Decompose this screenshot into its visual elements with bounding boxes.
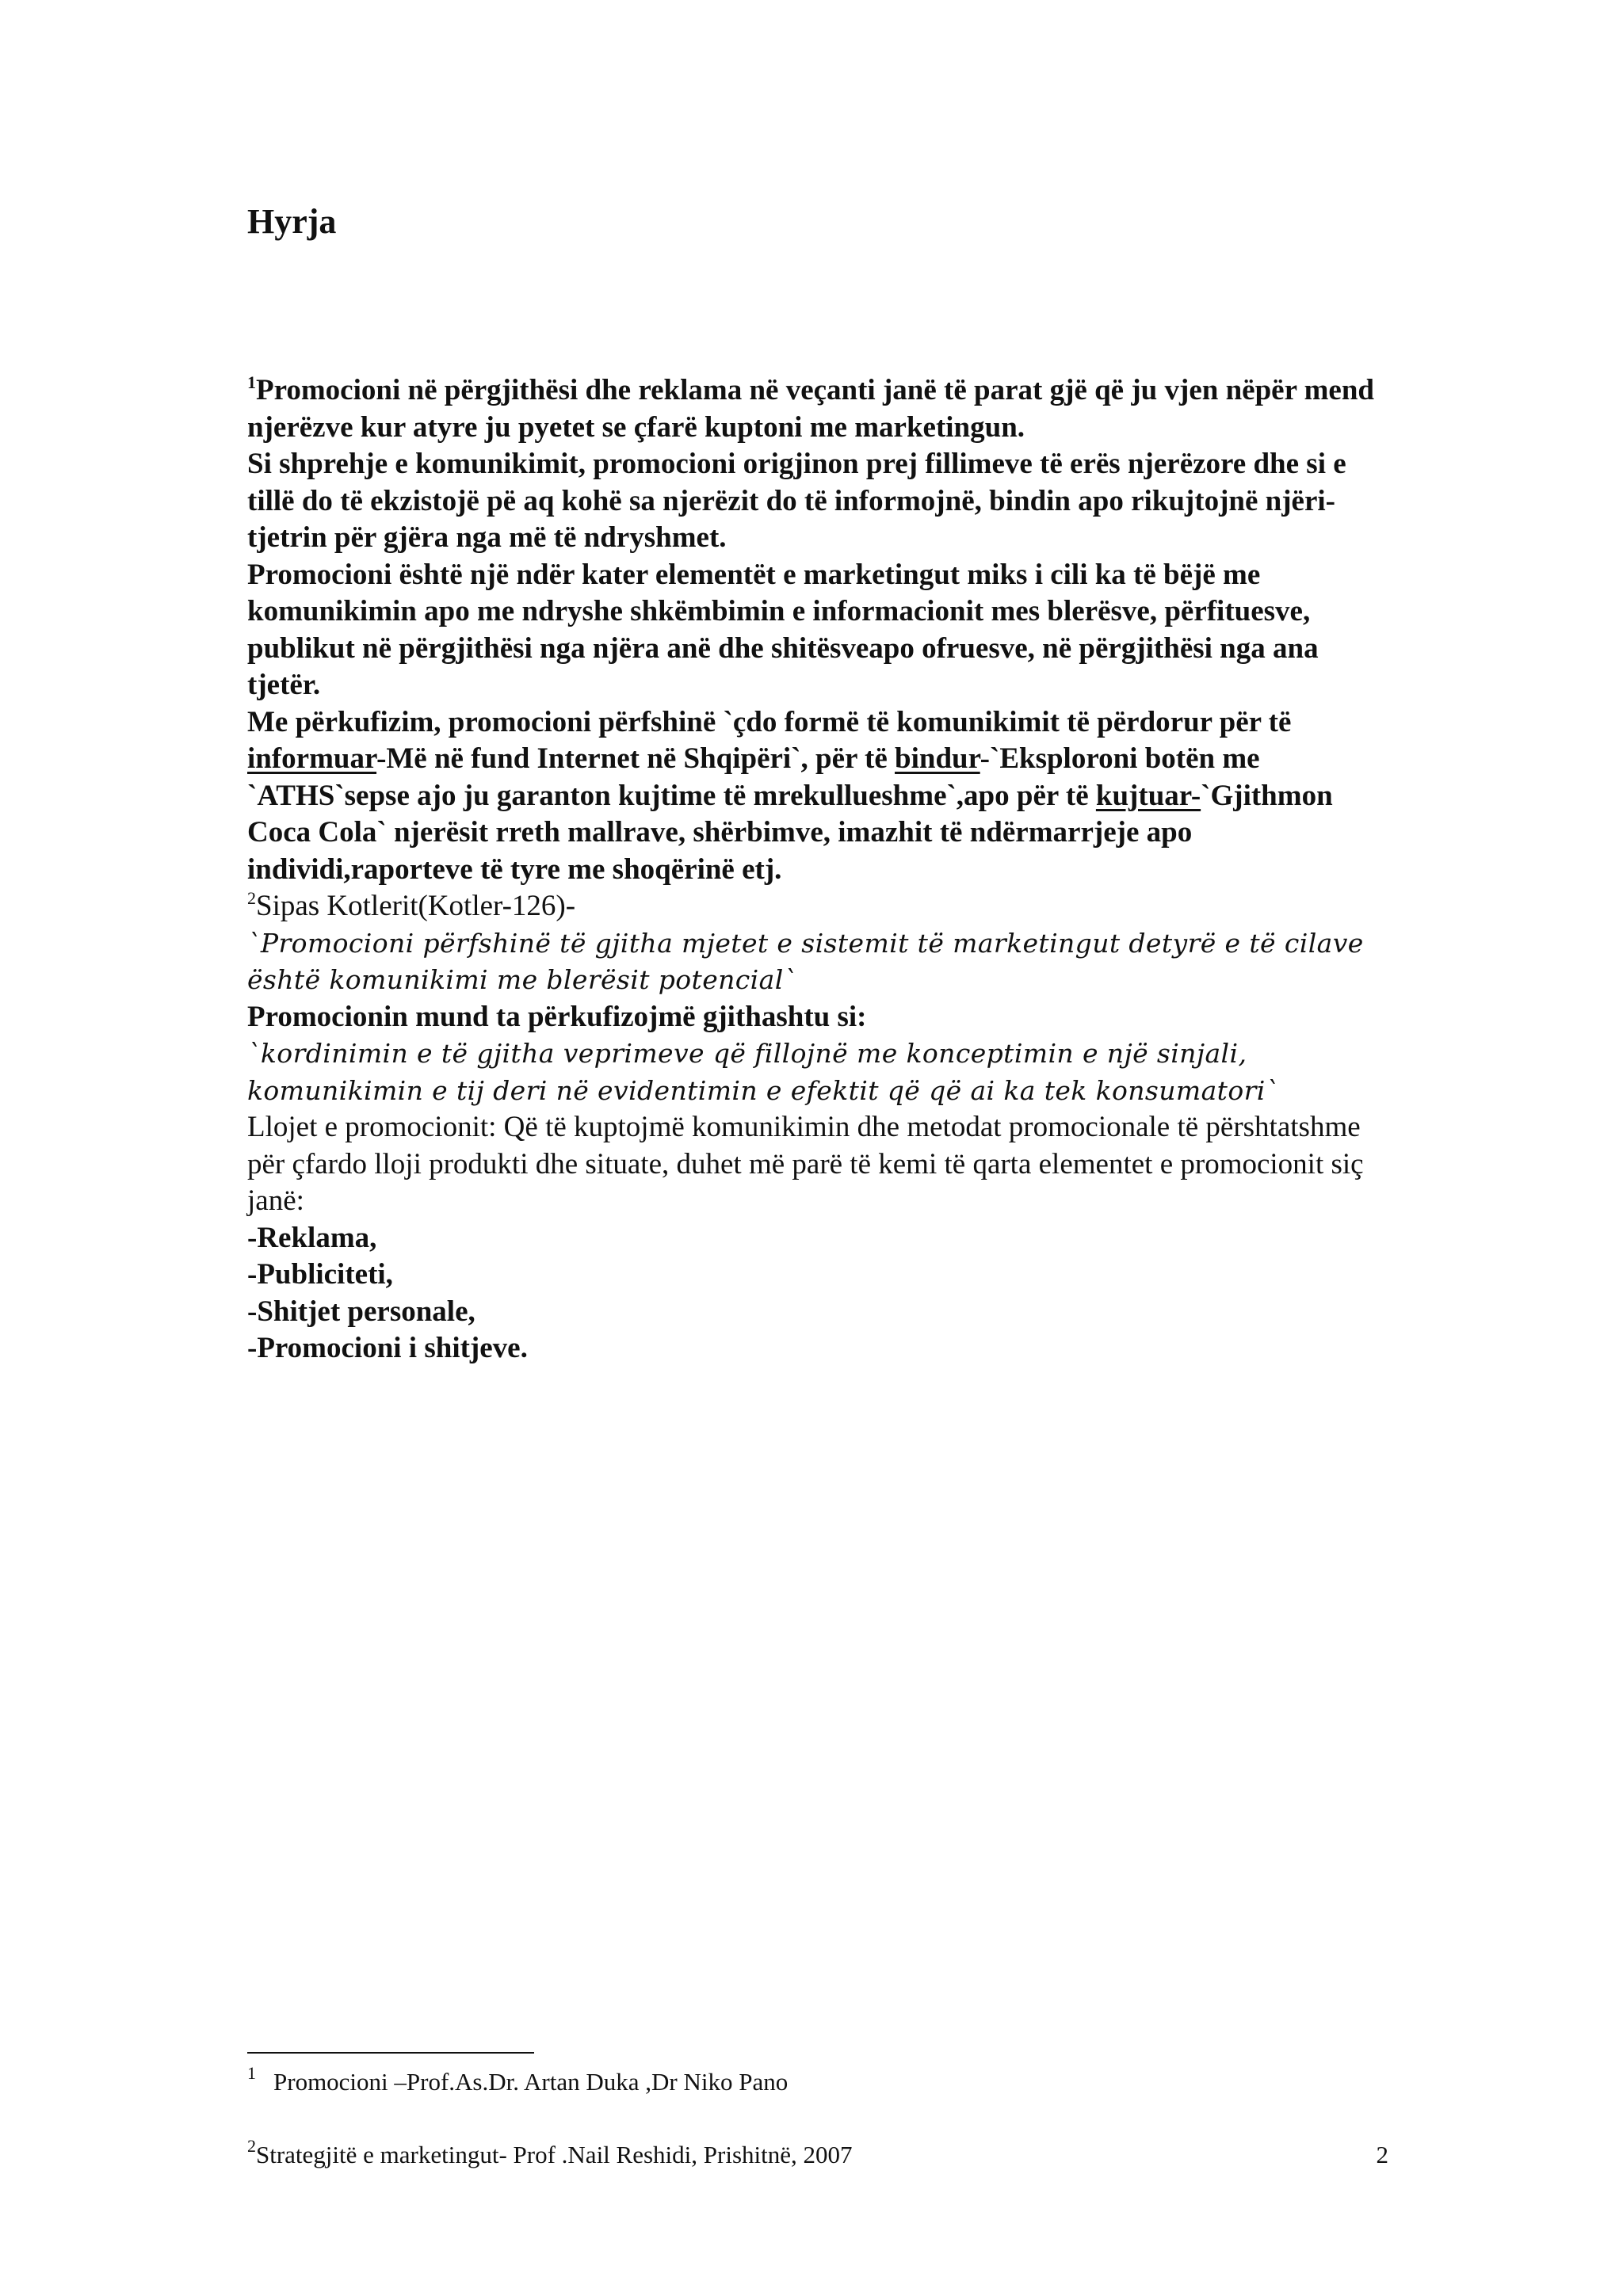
paragraph-intro-text: Promocioni në përgjithësi dhe reklama në veçanti janë të parat gjë që ju vjen nëpër mend njerëzve kur atyre ju pyetet se çfarë kuptoni me marketingun. [247, 374, 1374, 444]
paragraph-kotler-text: Sipas Kotlerit(Kotler-126)- [256, 890, 576, 922]
underlined-bindur: bindur [895, 742, 980, 775]
footnote-2 [247, 2136, 853, 2171]
footnote-2-text: Strategjitë e marketingut- Prof .Nail Reshidi, Prishitnë, 2007 [256, 2141, 853, 2168]
definition-text-d: `Gjithmon Coca Cola` njerësit rreth mallrave, shërbimve, imazhit të ndërmarrjeje apo individi,raporteve të tyre me shoqërinë etj. [247, 779, 1333, 886]
quote-coordination: `kordinimin e të gjitha veprimeve që fillojnë me konceptimin e një sinjali, komunikimin e tij deri në evidentimin e efektit që që ai ka tek konsumatori` [247, 1038, 1279, 1106]
paragraph-types: Llojet e promocionit: Që të kuptojmë komunikimin dhe metodat promocionale të përshtatshme për çfardo lloji produkti dhe situate, duhet më parë të kemi të qarta elementet e promocionit siç janë: [247, 1111, 1364, 1217]
underlined-informuar: informuar [247, 742, 377, 775]
list-item-shitjet-personale: -Shitjet personale, [247, 1295, 475, 1328]
definition-text-c: -`Eksploroni botën me `ATHS`sepse ajo ju garanton kujtime të mrekullueshme`,apo për të [247, 742, 1260, 812]
footnote-ref-2[interactable]: 2 [247, 888, 256, 908]
paragraph-alt-definition: Promocionin mund ta përkufizojmë gjithashtu si: [247, 1000, 867, 1033]
paragraph-definition [247, 704, 1396, 889]
paragraph-marketing-mix: Promocioni është një ndër kater elementët e marketingut miks i cili ka të bëjë me komunikimin apo me ndryshe shkëmbimin e informacionit mes blerësve, përfituesve, publikut në përgjithësi nga njëra anë dhe shitësveapo ofruesve, në përgjithësi nga ana tjetër. [247, 558, 1319, 701]
paragraph-communication: Si shprehje e komunikimit, promocioni origjinon prej fillimeve të erës njerëzore dhe si e tillë do të ekzistojë pë aq kohë sa njerëzit do të informojnë, bindin apo rikujtojnë njëri-tjetrin për gjëra nga më të ndryshmet. [247, 448, 1346, 554]
definition-text-a: Me përkufizim, promocioni përfshinë `çdo formë të komunikimit të përdorur për të [247, 705, 1292, 738]
footnote-separator [247, 2052, 534, 2054]
definition-text-b: -Më në fund Internet në Shqipëri`, për të [376, 742, 896, 775]
list-item-reklama: -Reklama, [247, 1221, 377, 1254]
list-item-publiciteti: -Publiciteti, [247, 1258, 393, 1291]
footnote-ref-1[interactable]: 1 [247, 372, 256, 392]
footnote-1 [247, 2063, 789, 2098]
footnote-2-marker: 2 [247, 2136, 256, 2156]
document-body [247, 372, 1396, 1367]
page-heading: Hyrja [247, 202, 337, 241]
paragraph-kotler [247, 888, 1396, 925]
footnote-1-text: Promocioni –Prof.As.Dr. Artan Duka ,Dr Niko Pano [273, 2068, 789, 2096]
page-number: 2 [1376, 2141, 1388, 2168]
paragraph-intro [247, 372, 1396, 446]
underlined-kujtuar: kujtuar- [1095, 779, 1201, 812]
list-item-promocioni-shitjeve: -Promocioni i shitjeve. [247, 1332, 528, 1364]
quote-kotler: `Promocioni përfshinë të gjitha mjetet e sistemit të marketingut detyrë e të cilave është komunikimi me blerësit potencial` [247, 927, 1364, 995]
footnote-1-marker: 1 [247, 2063, 256, 2083]
